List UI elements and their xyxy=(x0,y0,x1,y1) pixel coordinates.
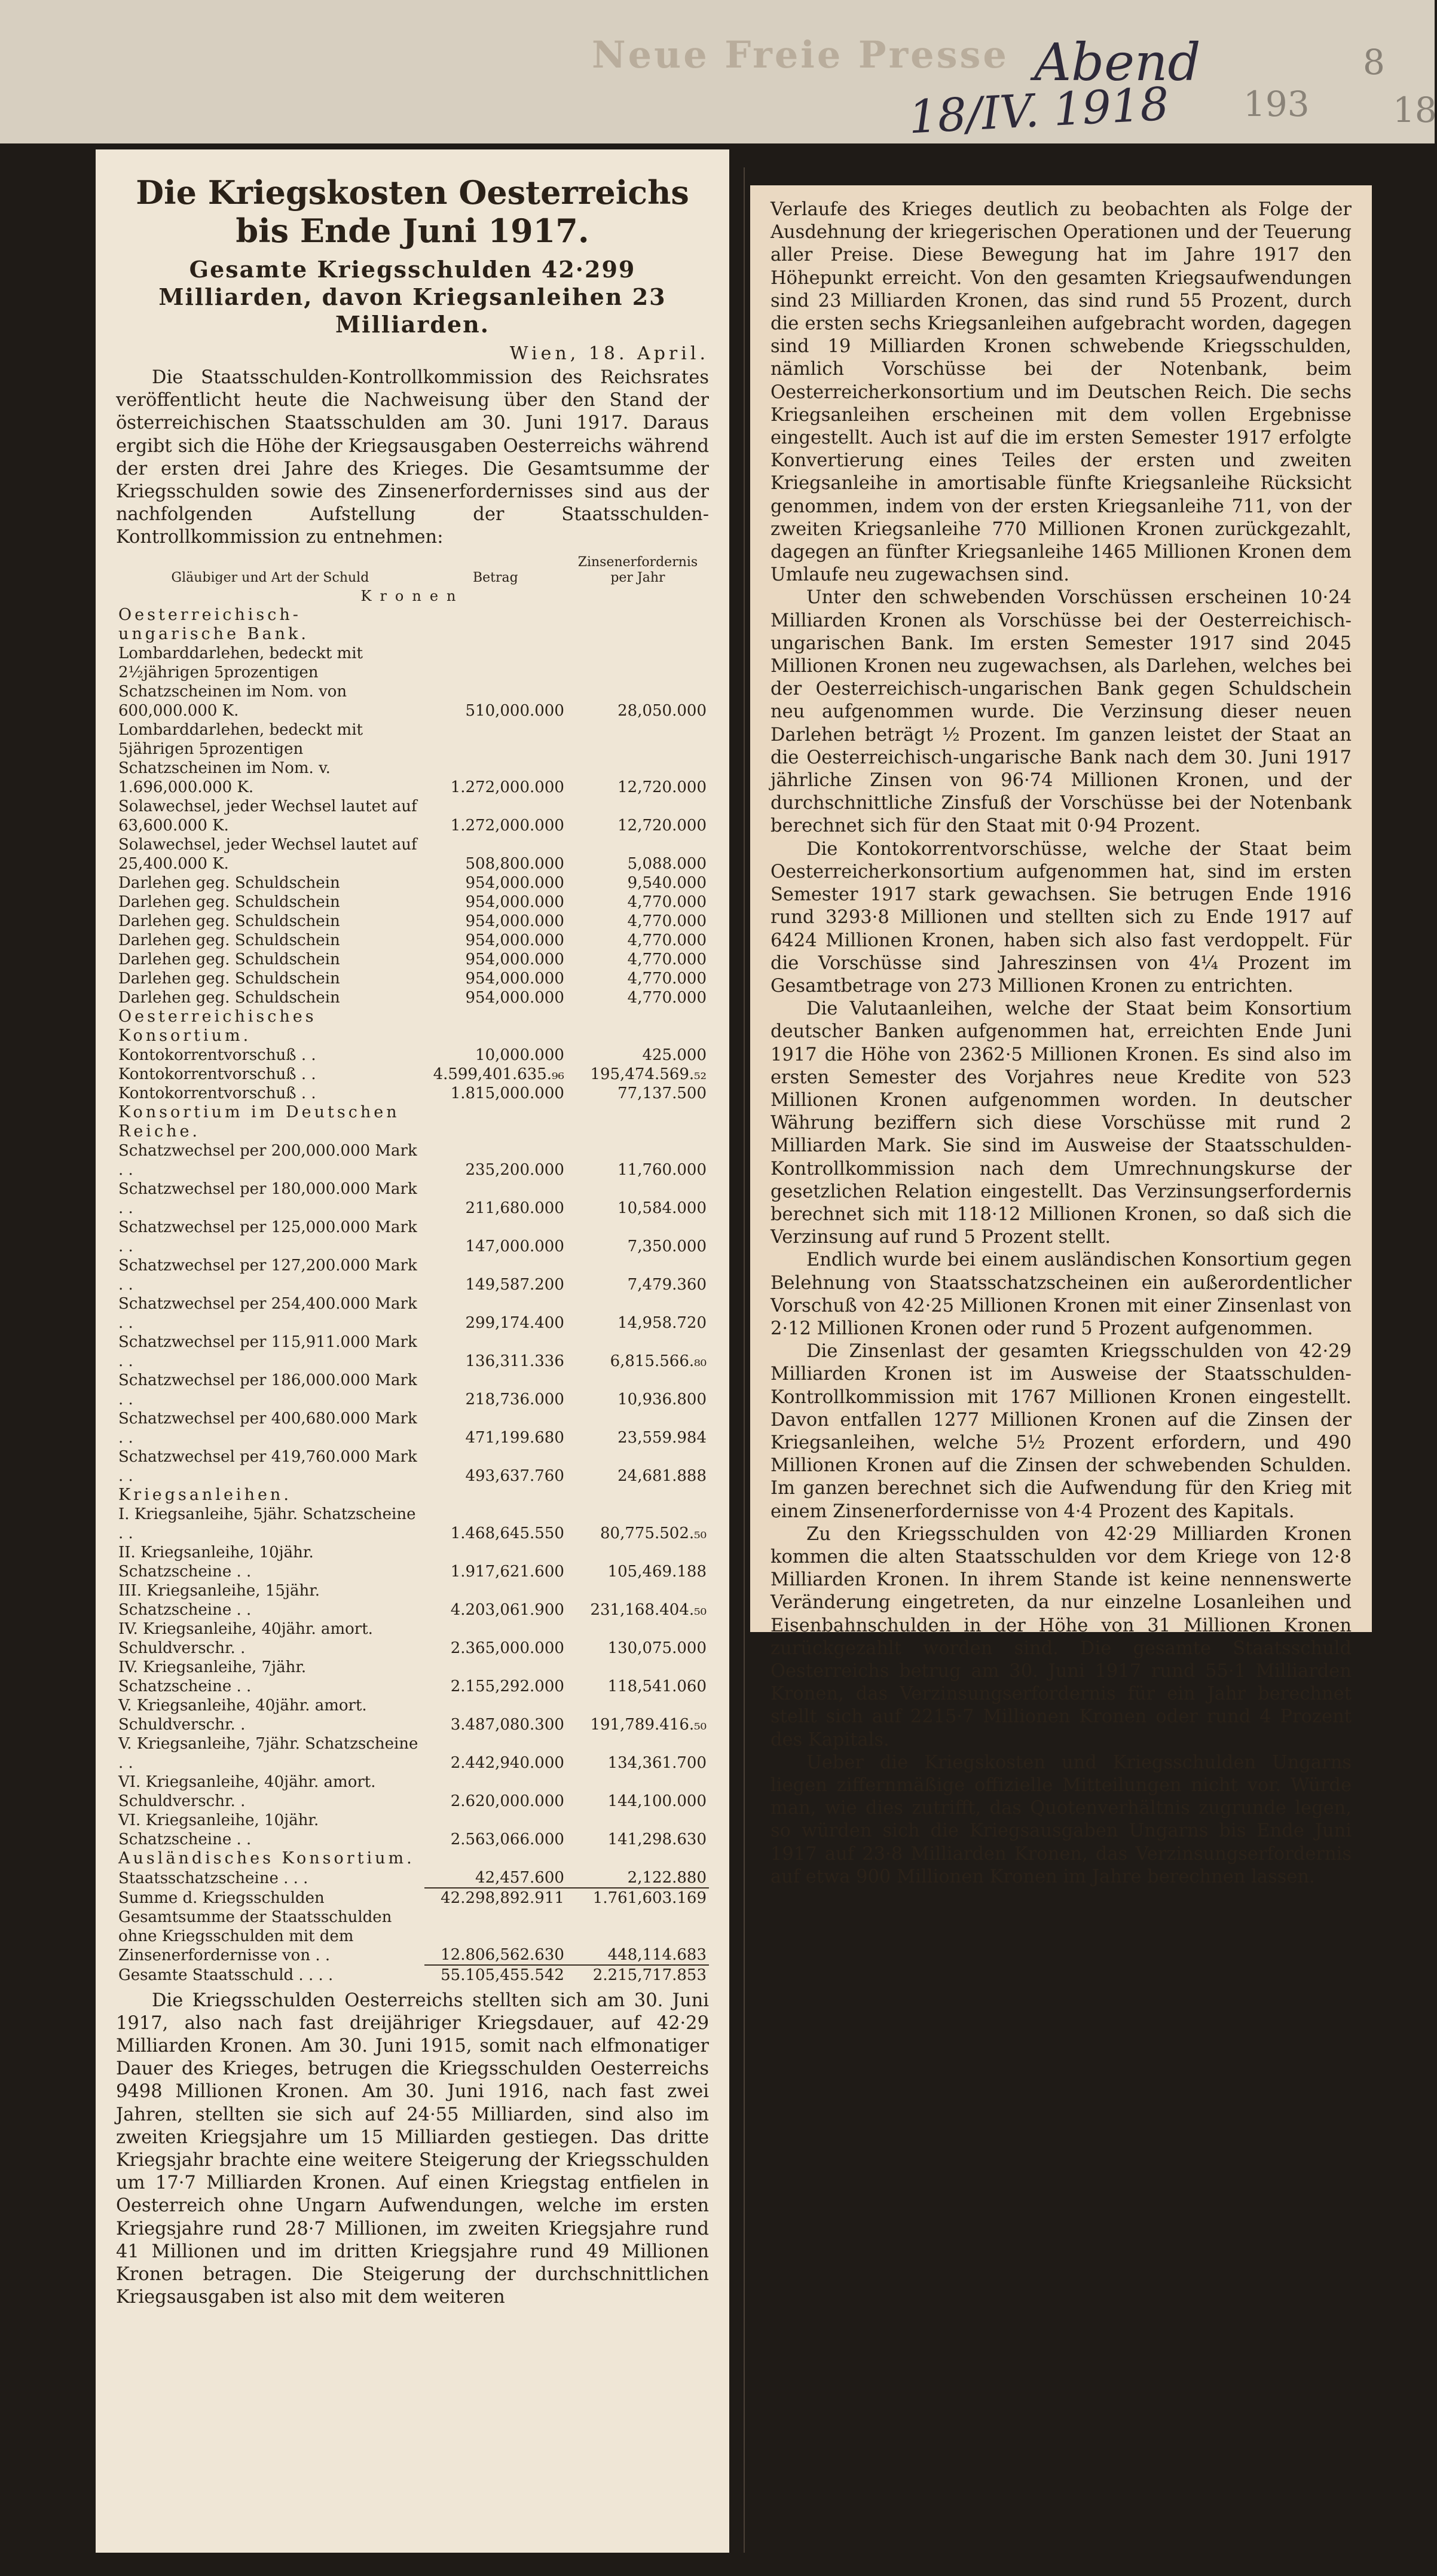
row-label: Schatzwechsel per 419,760.000 Mark . . xyxy=(118,1447,417,1485)
row-label: Summe d. Kriegsschulden xyxy=(118,1889,325,1907)
table-section-row xyxy=(116,606,709,644)
table-row xyxy=(116,1908,709,1965)
table-row xyxy=(116,1141,709,1179)
row-label: Schatzwechsel per 400,680.000 Mark . . xyxy=(118,1409,417,1447)
row-label: Kontokorrentvorschuß . . xyxy=(118,1065,316,1083)
table-row xyxy=(116,644,709,720)
table-row xyxy=(116,1179,709,1218)
row-label: Schatzwechsel per 186,000.000 Mark . . xyxy=(118,1371,417,1408)
article-left-continuation: Die Kriegsschulden Oesterreichs stellten sich am 30. Juni 1917, also nach fast dreijähriger Kriegsdauer, auf 42·29 Milliarden Kronen. Am 30. Juni 1915, somit nach elfmonatiger Dauer des Krieges, betrugen die Kriegsschulden Oesterreichs 9498 Millionen Kronen. Am 30. Juni 1916, nach fast zwei Jahren, stellten sie sich auf 24·55 Milliarden, sind also im zweiten Kriegsjahre um 15 Milliarden gestiegen. Das dritte Kriegsjahr brachte eine weitere Steigerung der Kriegsschulden um 17·7 Milliarden Kronen. Auf einen Kriegstag entfielen in Oesterreich ohne Ungarn Aufwendungen, welche im ersten Kriegsjahre rund 28·7 Millionen, im zweiten Kriegsjahre rund 41 Millionen und im dritten Kriegsjahre rund 49 Millionen Kronen betragen. Die Steigerung der durchschnittlichen Kriegsausgaben ist also mit dem weiteren xyxy=(116,1990,709,2308)
row-interest: 141,298.630 xyxy=(607,1830,707,1848)
row-label: Schatzwechsel per 254,400.000 Mark . . xyxy=(118,1294,417,1332)
table-row xyxy=(116,873,709,893)
row-amount: 954,000.000 xyxy=(465,988,564,1007)
row-label: Kontokorrentvorschuß . . xyxy=(118,1084,316,1102)
row-amount: 954,000.000 xyxy=(465,950,564,968)
row-label: VI. Kriegsanleihe, 40jähr. amort. Schuldverschr. . xyxy=(118,1773,376,1810)
table-row xyxy=(116,1619,709,1658)
row-amount xyxy=(424,1103,567,1141)
row-interest: 231,168.404.₅₀ xyxy=(590,1600,707,1619)
row-label: VI. Kriegsanleihe, 10jähr. Schatzscheine . . xyxy=(118,1811,319,1848)
row-interest: 448,114.683 xyxy=(607,1945,707,1964)
row-amount: 12.806,562.630 xyxy=(441,1945,564,1964)
row-label: Gesamte Staatsschuld . . . . xyxy=(118,1966,334,1984)
table-row xyxy=(116,1868,709,1888)
row-interest xyxy=(567,1849,709,1868)
row-interest: 28,050.000 xyxy=(617,701,707,720)
table-row xyxy=(116,1658,709,1696)
row-label: Schatzwechsel per 180,000.000 Mark . . xyxy=(118,1179,417,1217)
row-label: Darlehen geg. Schuldschein xyxy=(118,988,340,1007)
row-amount: 299,174.400 xyxy=(465,1313,564,1332)
row-interest: 195,474.569.₅₂ xyxy=(590,1065,707,1083)
table-row xyxy=(116,1447,709,1486)
table-row xyxy=(116,969,709,988)
row-interest: 4,770.000 xyxy=(627,893,707,911)
row-label: Darlehen geg. Schuldschein xyxy=(118,969,340,988)
table-section-row xyxy=(116,1486,709,1505)
row-amount: 211,680.000 xyxy=(465,1199,564,1217)
table-row xyxy=(116,1046,709,1065)
table-row xyxy=(116,1294,709,1333)
row-interest: 10,584.000 xyxy=(617,1199,707,1217)
row-interest: 7,479.360 xyxy=(627,1275,707,1294)
article-paragraph: Verlaufe des Krieges deutlich zu beobachten als Folge der Ausdehnung der kriegerischen Operationen und der Teuerung aller Preise. Diese Bewegung hat im Jahre 1917 den Höhepunkt erreicht. Von den gesamten Kriegsaufwendungen sind 23 Milliarden Kronen, das sind rund 55 Prozent, durch die ersten sechs Kriegsanleihen aufgebracht worden, dagegen sind 19 Milliarden Kronen schwebende Kriegsschulden, nämlich Vorschüsse bei der Notenbank, beim Oesterreicherkonsortium und im Deutschen Reich. Die sechs Kriegsanleihen erscheinen mit dem vollen Ergebnisse eingestellt. Auch ist auf die im ersten Semester 1917 erfolgte Konvertierung eines Teiles der ersten und zweiten Kriegsanleihe in amortisable fünfte Kriegsanleihe Rücksicht genommen, indem von der ersten Kriegsanleihe 711, von der zweiten Kriegsanleihe 770 Millionen Kronen zurückgezahlt, dagegen an fünfter Kriegsanleihe 1465 Millionen Kronen dem Umlaufe neu zugewachsen sind. xyxy=(771,199,1352,586)
row-label: I. Kriegsanleihe, 5jähr. Schatzscheine . . xyxy=(118,1505,416,1542)
handwritten-edition: Abend xyxy=(1034,33,1201,93)
table-row xyxy=(116,1773,709,1811)
row-amount: 218,736.000 xyxy=(465,1390,564,1408)
row-amount: 1.272,000.000 xyxy=(450,778,564,796)
dateline: Wien, 18. April. xyxy=(509,343,709,364)
table-section-row xyxy=(116,1007,709,1046)
row-label: Ausländisches Konsortium. xyxy=(118,1848,415,1868)
row-interest: 130,075.000 xyxy=(607,1639,707,1657)
row-label: Schatzwechsel per 115,911.000 Mark . . xyxy=(118,1333,417,1370)
article-headline: Die Kriegskosten Oesterreichs bis Ende Juni 1917. xyxy=(136,173,689,250)
row-label: Konsortium im Deutschen Reiche. xyxy=(118,1102,400,1141)
row-amount: 4.203,061.900 xyxy=(450,1600,564,1619)
table-row xyxy=(116,931,709,950)
right-column-text xyxy=(750,185,1372,1902)
debt-table xyxy=(116,554,709,1985)
row-interest: 4,770.000 xyxy=(627,969,707,988)
row-interest: 77,137.500 xyxy=(617,1084,707,1102)
row-amount: 136,311.336 xyxy=(465,1352,564,1370)
row-label: Staatsschatzscheine . . . xyxy=(118,1869,308,1887)
row-amount xyxy=(424,606,567,644)
article-paragraph: Die Valutaanleihen, welche der Staat beim Konsortium deutscher Banken aufgenommen hat, erreichten Ende Juni 1917 die Höhe von 2362·5 Millionen Kronen. Es sind also im ersten Semester des Vorjahres neue Kredite von 523 Millionen Kronen aufgenommen worden. In deutscher Währung beziffern sich diese Vorschüsse mit rund 2 Milliarden Mark. Sie sind im Ausweise der Staatsschulden-Kontrollkommission nach dem Umrechnungskurse der gesetzlichen Relation eingestellt. Das Verzinsungserfordernis berechnet sich mit 118·12 Millionen Kronen, so daß sich die Verzinsung auf rund 5 Prozent stellt. xyxy=(771,998,1352,1248)
row-label: Schatzwechsel per 127,200.000 Mark . . xyxy=(118,1256,417,1294)
row-interest: 12,720.000 xyxy=(617,816,707,835)
row-interest: 9,540.000 xyxy=(627,873,707,892)
row-interest: 118,541.060 xyxy=(607,1677,707,1695)
row-label: Solawechsel, jeder Wechsel lautet auf 25,400.000 K. xyxy=(118,835,417,873)
handwritten-date: 18/IV. 1918 xyxy=(907,77,1170,144)
article-paragraph: Ueber die Kriegskosten und Kriegsschulden Ungarns liegen ziffernmäßige offizielle Mitteilungen nicht vor. Würde man, wie dies zutrifft, das Quotenverhältnis zugrunde legen, so würden sich die Kriegsausgaben Ungarns bis Ende Juni 1917 auf 23·8 Milliarden Kronen, das Verzinsungserfordernis auf etwa 900 Millionen Kronen im Jahre berechnen lassen. xyxy=(771,1752,1352,1887)
row-interest: 105,469.188 xyxy=(607,1562,707,1581)
pencil-mark-number: 193 xyxy=(1243,84,1310,124)
row-amount: 954,000.000 xyxy=(465,931,564,949)
row-label: Darlehen geg. Schuldschein xyxy=(118,950,340,968)
row-interest: 14,958.720 xyxy=(617,1313,707,1332)
row-interest: 24,681.888 xyxy=(617,1466,707,1485)
table-row xyxy=(116,1065,709,1084)
row-amount: 954,000.000 xyxy=(465,912,564,930)
article-intro: Die Staatsschulden-Kontrollkommission des Reichsrates veröffentlicht heute die Nachweisung über den Stand der österreichischen Staatsschulden am 30. Juni 1917. Daraus ergibt sich die Höhe der Kriegsausgaben Oesterreichs während der ersten drei Jahre des Krieges. Die Gesamtsumme der Kriegsschulden sowie des Zinsenerfordernisses sind aus der nachfolgenden Aufstellung der Staatsschulden-Kontrollkommission zu entnehmen: xyxy=(116,367,709,548)
table-row xyxy=(116,1371,709,1409)
table-row xyxy=(116,1696,709,1734)
row-interest xyxy=(567,1103,709,1141)
row-amount xyxy=(424,1486,567,1505)
table-row xyxy=(116,1256,709,1294)
row-amount: 2.442,940.000 xyxy=(450,1753,564,1772)
row-amount xyxy=(424,1007,567,1046)
row-amount: 954,000.000 xyxy=(465,893,564,911)
table-row xyxy=(116,1734,709,1773)
row-interest: 4,770.000 xyxy=(627,931,707,949)
row-amount: 954,000.000 xyxy=(465,873,564,892)
article-paragraph: Die Kontokorrentvorschüsse, welche der Staat beim Oesterreicherkonsortium aufgenommen hat, sind im ersten Semester 1917 stark gewachsen. Sie betrugen Ende 1916 rund 3293·8 Millionen und stellten sich zu Ende 1917 auf 6424 Millionen Kronen, haben sich also fast verdoppelt. Für die Vorschüsse sind Jahreszinsen von 4¼ Prozent im Gesamtbetrage von 273 Millionen Kronen zu entrichten. xyxy=(771,838,1352,997)
row-amount: 1.468,645.550 xyxy=(450,1524,564,1542)
table-row xyxy=(116,1084,709,1103)
row-interest: 425.000 xyxy=(642,1046,707,1064)
row-amount: 508,800.000 xyxy=(465,854,564,873)
row-interest: 4,770.000 xyxy=(627,988,707,1007)
table-row xyxy=(116,835,709,873)
row-amount xyxy=(424,1849,567,1868)
row-interest: 23,559.984 xyxy=(617,1428,707,1447)
row-amount: 42,457.600 xyxy=(475,1868,564,1887)
row-label: II. Kriegsanleihe, 10jähr. Schatzscheine . . xyxy=(118,1543,314,1581)
col-header-unit: Kronen xyxy=(360,587,464,604)
row-interest: 5,088.000 xyxy=(627,854,707,873)
row-label: III. Kriegsanleihe, 15jähr. Schatzscheine . . xyxy=(118,1581,320,1619)
row-label: IV. Kriegsanleihe, 40jähr. amort. Schuldverschr. . xyxy=(118,1619,373,1657)
row-amount: 471,199.680 xyxy=(465,1428,564,1447)
row-label: Oesterreichisches Konsortium. xyxy=(118,1007,317,1045)
row-label: Kontokorrentvorschuß . . xyxy=(118,1046,316,1064)
row-label: IV. Kriegsanleihe, 7jähr. Schatzscheine . . xyxy=(118,1658,307,1695)
row-interest: 7,350.000 xyxy=(627,1237,707,1255)
table-row xyxy=(116,1409,709,1447)
pencil-mark-small: 8 xyxy=(1363,42,1385,82)
table-row xyxy=(116,1333,709,1371)
clipping-right-column xyxy=(750,185,1372,1887)
row-amount: 55.105,455.542 xyxy=(424,1965,567,1985)
row-interest: 4,770.000 xyxy=(627,912,707,930)
row-interest: 10,936.800 xyxy=(617,1390,707,1408)
row-label: Lombarddarlehen, bedeckt mit 5jährigen 5prozentigen Schatzscheinen im Nom. v. 1.696,000.000 K. xyxy=(118,720,363,796)
row-amount: 954,000.000 xyxy=(465,969,564,988)
row-interest: 2.215,717.853 xyxy=(567,1965,709,1985)
row-label: Solawechsel, jeder Wechsel lautet auf 63,600.000 K. xyxy=(118,797,417,835)
column-divider xyxy=(744,167,745,2553)
row-interest: 1.761,603.169 xyxy=(567,1888,709,1908)
table-row xyxy=(116,1888,709,1908)
row-label: Lombarddarlehen, bedeckt mit 2½jährigen 5prozentigen Schatzscheinen im Nom. von 600,000.000 K. xyxy=(118,644,363,720)
row-amount: 2.563,066.000 xyxy=(450,1830,564,1848)
article-subhead: Gesamte Kriegsschulden 42·299 Milliarden, davon Kriegsanleihen 23 Milliarden. xyxy=(158,256,666,338)
table-row xyxy=(116,1543,709,1581)
row-interest xyxy=(567,606,709,644)
row-amount: 2.620,000.000 xyxy=(450,1792,564,1810)
table-row xyxy=(116,1505,709,1543)
table-row xyxy=(116,1811,709,1849)
table-row xyxy=(116,797,709,835)
row-amount: 2.365,000.000 xyxy=(450,1639,564,1657)
row-label: Darlehen geg. Schuldschein xyxy=(118,912,340,930)
col-header-creditor: Gläubiger und Art der Schuld xyxy=(171,570,369,585)
row-interest: 2,122.880 xyxy=(627,1868,707,1887)
pencil-mark-corner: 18 xyxy=(1393,90,1437,130)
row-amount: 1.917,621.600 xyxy=(450,1562,564,1581)
row-amount: 147,000.000 xyxy=(465,1237,564,1255)
archive-header-strip xyxy=(0,0,1435,143)
table-row xyxy=(116,950,709,969)
newspaper-masthead-stamp: Neue Freie Presse xyxy=(592,33,1009,77)
row-label: Oesterreichisch-ungarische Bank. xyxy=(118,605,309,643)
table-row xyxy=(116,1218,709,1256)
row-label: V. Kriegsanleihe, 40jähr. amort. Schuldverschr. . xyxy=(118,1696,367,1734)
table-row xyxy=(116,1581,709,1619)
article-paragraph: Zu den Kriegsschulden von 42·29 Milliarden Kronen kommen die alten Staatsschulden vor dem Kriege von 12·8 Milliarden Kronen. In ihrem Stande ist keine nennenswerte Veränderung eingetreten, da nur einzelne Losanleihen und Eisenbahnschulden in der Höhe von 31 Millionen Kronen zurückgezahlt worden sind. Die gesamte Staatsschuld Oesterreichs betrug am 30. Juni 1917 rund 55·1 Milliarden Kronen, das Verzinsungserfordernis für ein Jahr berechnet stellt sich auf 2215·7 Millionen Kronen oder rund 4 Prozent des Kapitals. xyxy=(771,1523,1352,1750)
row-interest: 6,815.566.₈₀ xyxy=(610,1352,707,1370)
row-label: Darlehen geg. Schuldschein xyxy=(118,893,340,911)
row-amount: 493,637.760 xyxy=(465,1466,564,1485)
row-interest: 4,770.000 xyxy=(627,950,707,968)
row-amount: 4.599,401.635.₉₆ xyxy=(433,1065,564,1083)
table-row xyxy=(116,988,709,1007)
row-amount: 1.272,000.000 xyxy=(450,816,564,835)
row-interest: 134,361.700 xyxy=(607,1753,707,1772)
col-header-amount: Betrag xyxy=(472,570,518,585)
col-header-interest: Zinsenerfordernis per Jahr xyxy=(577,554,698,585)
row-interest: 191,789.416.₅₀ xyxy=(590,1715,707,1734)
row-label: Darlehen geg. Schuldschein xyxy=(118,931,340,949)
row-interest xyxy=(567,1486,709,1505)
table-row xyxy=(116,1965,709,1985)
article-paragraph: Die Zinsenlast der gesamten Kriegsschulden von 42·29 Milliarden Kronen ist im Ausweise der Staatsschulden-Kontrollkommission mit 1767 Millionen Kronen eingestellt. Davon entfallen 1277 Millionen Kronen auf die Zinsen der Kriegsanleihen, welche 5½ Prozent erfordern, und 490 Millionen Kronen auf die Zinsen der schwebenden Schulden. Im ganzen berechnet sich die Aufwendung für den Krieg mit einem Zinsenerfordernisse von 4·4 Prozent des Kapitals. xyxy=(771,1341,1352,1522)
row-amount: 235,200.000 xyxy=(465,1160,564,1179)
row-interest: 80,775.502.₅₀ xyxy=(600,1524,707,1542)
row-amount: 3.487,080.300 xyxy=(450,1715,564,1734)
table-row xyxy=(116,893,709,912)
table-section-row xyxy=(116,1849,709,1868)
row-interest: 11,760.000 xyxy=(617,1160,707,1179)
row-amount: 10,000.000 xyxy=(475,1046,564,1064)
row-amount: 2.155,292.000 xyxy=(450,1677,564,1695)
row-label: Schatzwechsel per 125,000.000 Mark . . xyxy=(118,1218,417,1255)
row-interest: 12,720.000 xyxy=(617,778,707,796)
row-label: V. Kriegsanleihe, 7jähr. Schatzscheine . . xyxy=(118,1734,418,1772)
table-section-row xyxy=(116,1103,709,1141)
row-interest: 144,100.000 xyxy=(607,1792,707,1810)
table-row xyxy=(116,912,709,931)
article-paragraph: Endlich wurde bei einem ausländischen Konsortium gegen Belehnung von Staatsschatzscheinen ein außerordentlicher Vorschuß von 42·25 Millionen Kronen mit einer Zinsenlast von 2·12 Millionen Kronen oder rund 5 Prozent aufgenommen. xyxy=(771,1249,1352,1339)
clipping-left-column xyxy=(96,149,729,2553)
row-amount: 510,000.000 xyxy=(465,701,564,720)
row-amount: 42.298,892.911 xyxy=(424,1888,567,1908)
row-interest xyxy=(567,1007,709,1046)
row-amount: 149,587.200 xyxy=(465,1275,564,1294)
table-row xyxy=(116,720,709,797)
row-label: Darlehen geg. Schuldschein xyxy=(118,873,340,892)
debt-table-body xyxy=(116,606,709,1985)
row-label: Kriegsanleihen. xyxy=(118,1485,292,1504)
article-paragraph: Unter den schwebenden Vorschüssen erscheinen 10·24 Milliarden Kronen als Vorschüsse bei der Oesterreichisch-ungarischen Bank. Im ersten Semester 1917 sind 2045 Millionen Kronen neu zugewachsen, als Darlehen, welches bei der Oesterreichisch-ungarischen Bank gegen Schuldschein neu aufgenommen wurde. Die Verzinsung dieser neuen Darlehen beträgt ½ Prozent. Im ganzen leistet der Staat an die Oesterreichisch-ungarische Bank nach dem 30. Juni 1917 jährliche Zinsen von 96·74 Millionen Kronen, und der durchschnittliche Zinsfuß der Vorschüsse bei der Notenbank berechnet sich für den Staat mit 0·94 Prozent. xyxy=(771,587,1352,837)
row-label: Schatzwechsel per 200,000.000 Mark . . xyxy=(118,1141,417,1179)
row-amount: 1.815,000.000 xyxy=(450,1084,564,1102)
row-label: Gesamtsumme der Staatsschulden ohne Kriegsschulden mit dem Zinsenerfordernisse von . . xyxy=(118,1908,392,1964)
